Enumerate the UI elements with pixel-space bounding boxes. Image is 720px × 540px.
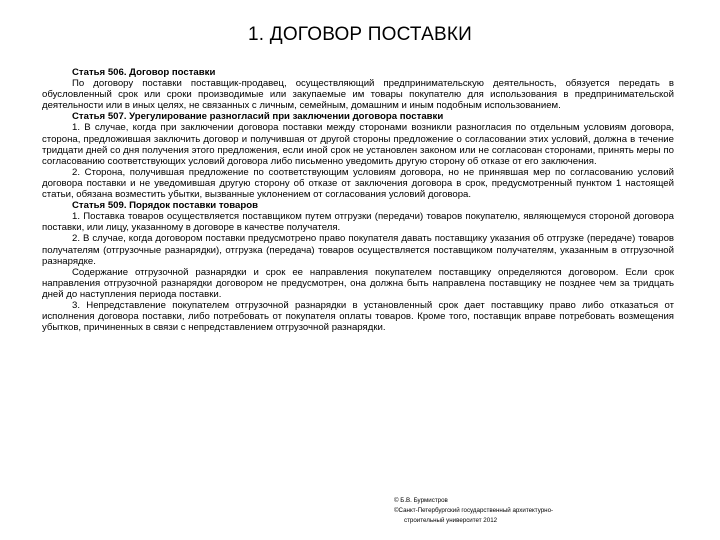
article-506-paragraph: По договору поставки поставщик-продавец, осуществляющий предпринимательскую деятельность, обязуется передать в обусловленный срок или сроки производимые или закупаемые им товары покупателю для использования в предпринимательской деятельности или в иных целях, не связанных с личным, семейным, домашним и иным подобным использованием. [42, 78, 674, 112]
article-509-heading: Статья 509. Порядок поставки товаров [72, 200, 258, 212]
copyright-footer [394, 496, 553, 526]
article-507-paragraph-1: 1. В случае, когда при заключении договора поставки между сторонами возникли разногласия по отдельным условиям договора, сторона, предложившая заключить договор и получившая от другой стороны предложение о согласовании этих условий, должна в течение тридцати дней со дня получения этого предложения, если иной срок не установлен законом или не согласован сторонами, принять меры по согласованию соответствующих условий договора либо письменно уведомить другую сторону об отказе от его заключения. [42, 122, 674, 167]
footer-institution-line-1: ©Санкт-Петербургский государственный архитектурно- [394, 507, 554, 514]
article-507-paragraph-2: 2. Сторона, получившая предложение по соответствующим условиям договора, но не принявшая мер по согласованию условий договора поставки и не уведомившая другую сторону об отказе от заключения договора в срок, предусмотренный пунктом 1 настоящей статьи, обязана возместить убытки, вызванные уклонением от согласования условий договора. [42, 166, 674, 201]
article-509-paragraph-2: 2. В случае, когда договором поставки предусмотрено право покупателя давать поставщику указания об отгрузке (передаче) товаров получателям (отгрузочные разнарядки), отгрузка (передача) товаров осуществляется поставщиком получателям, указанным в отгрузочной разнарядке. [42, 233, 674, 267]
article-509-paragraph-1: 1. Поставка товаров осуществляется поставщиком путем отгрузки (передачи) товаров покупателю, являющемуся стороной договора поставки, или лицу, указанному в договоре в качестве получателя. [42, 211, 674, 234]
footer-author: © Б.В. Бурмистров [394, 497, 448, 504]
document-body [42, 67, 674, 333]
article-506-heading: Статья 506. Договор поставки [72, 67, 216, 78]
article-507-heading: Статья 507. Урегулирование разногласий при заключении договора поставки [72, 111, 444, 123]
article-509-paragraph-3: Содержание отгрузочной разнарядки и срок ее направления покупателем поставщику определяются договором. Если срок направления отгрузочной разнарядки договором не предусмотрен, она должна быть направлена поставщику не позднее чем за тридцать дней до наступления периода поставки. [42, 266, 674, 300]
footer-institution-line-2: строительный университет 2012 [404, 517, 498, 524]
article-509-paragraph-4: 3. Непредставление покупателем отгрузочной разнарядки в установленный срок дает поставщику право либо отказаться от исполнения договора поставки, либо потребовать от покупателя оплаты товаров. Кроме того, поставщик вправе потребовать возмещения убытков, причиненных в связи с непредставлением отгрузочной разнарядки. [42, 299, 674, 334]
page-title: 1. ДОГОВОР ПОСТАВКИ [248, 24, 472, 45]
